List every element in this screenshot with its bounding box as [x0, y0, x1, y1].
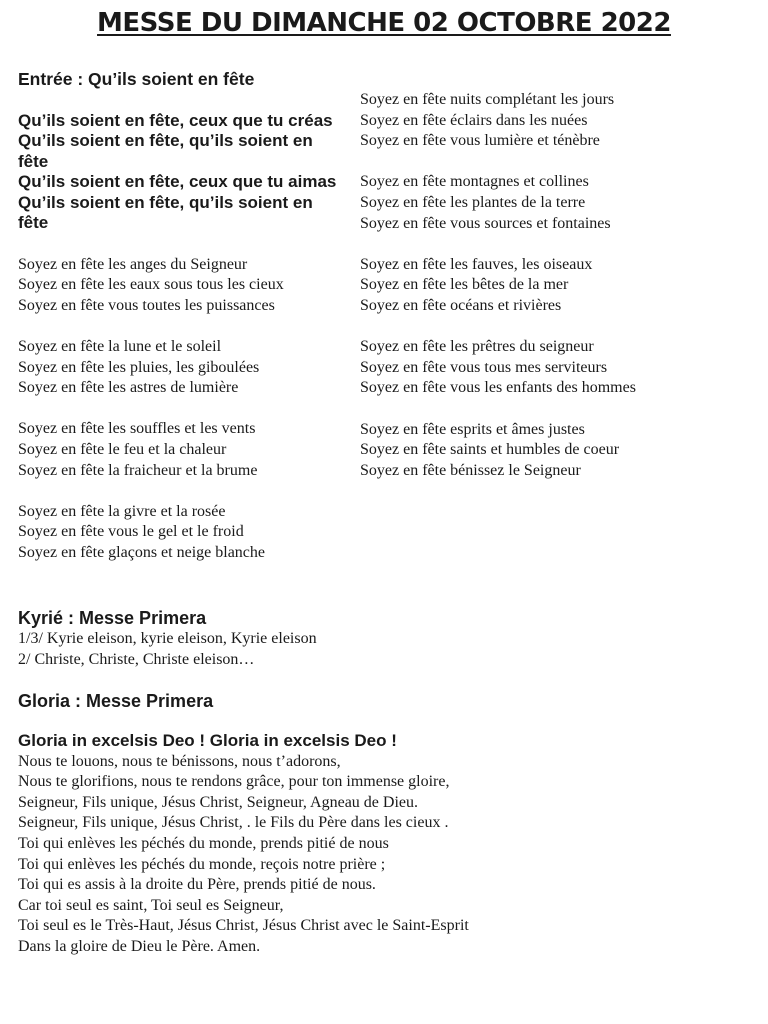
entree-right-column	[360, 90, 760, 481]
verse-line: Soyez en fête nuits complétant les jours	[360, 91, 615, 108]
verse-line: Soyez en fête éclairs dans les nuées	[360, 111, 588, 129]
entree-left-column	[18, 69, 353, 564]
verse-line: Soyez en fête le feu et la chaleur	[18, 441, 227, 458]
verse-stanza	[360, 420, 760, 482]
verse-line: Soyez en fête vous le gel et le froid	[18, 523, 244, 541]
gloria-line: Nous te louons, nous te bénissons, nous t’adorons,	[18, 752, 341, 770]
verse-line: Soyez en fête les astres de lumière	[18, 379, 239, 397]
verse-line: Soyez en fête la fraicheur et la brume	[18, 461, 258, 479]
verse-line: Soyez en fête les plantes de la terre	[360, 193, 586, 211]
verse-line: Soyez en fête vous sources et fontaines	[360, 214, 611, 232]
refrain-line: Qu’ils soient en fête, qu’ils soient en	[18, 131, 313, 151]
gloria-line: Toi qui enlèves les péchés du monde, reçois notre prière ;	[18, 855, 386, 873]
verse-line: Soyez en fête les pluies, les giboulées	[18, 358, 260, 376]
kyrie-line: 1/3/ Kyrie eleison, kyrie eleison, Kyrie eleison	[18, 630, 317, 647]
verse-line: Soyez en fête vous les enfants des hommes	[360, 379, 636, 397]
verse-stanza	[360, 337, 760, 399]
verse-line: Soyez en fête glaçons et neige blanche	[18, 543, 265, 561]
kyrie-line: 2/ Christe, Christe, Christe eleison…	[18, 650, 255, 668]
verse-stanza	[18, 502, 353, 564]
refrain-line: fête	[18, 151, 49, 171]
gloria-line: Nous te glorifions, nous te rendons grâce, pour ton immense gloire,	[18, 773, 450, 791]
verse-line: Soyez en fête la givre et la rosée	[18, 502, 226, 520]
verse-line: Soyez en fête océans et rivières	[360, 296, 562, 314]
gloria-refrain: Gloria in excelsis Deo ! Gloria in excelsis Deo !	[18, 731, 397, 751]
verse-line: Soyez en fête montagnes et collines	[360, 173, 589, 191]
verse-stanza	[18, 337, 353, 399]
gloria-line: Toi qui enlèves les péchés du monde, prends pitié de nous	[18, 835, 389, 853]
verse-stanza	[18, 419, 353, 481]
entree-refrain	[18, 111, 353, 235]
gloria-line: Seigneur, Fils unique, Jésus Christ, Seigneur, Agneau de Dieu.	[18, 793, 419, 811]
kyrie-heading: Kyrié : Messe Primera	[18, 608, 207, 628]
verse-stanza	[360, 90, 760, 152]
verse-line: Soyez en fête bénissez le Seigneur	[360, 461, 581, 479]
refrain-line: fête	[18, 213, 49, 233]
refrain-line: Qu’ils soient en fête, ceux que tu créas	[18, 110, 333, 130]
ordinary-section	[18, 607, 758, 958]
entree-heading: Entrée : Qu’ils soient en fête	[18, 69, 255, 89]
verse-line: Soyez en fête saints et humbles de coeur	[360, 441, 620, 459]
gloria-line: Toi qui es assis à la droite du Père, prends pitié de nous.	[18, 876, 376, 894]
refrain-line: Qu’ils soient en fête, qu’ils soient en	[18, 192, 313, 212]
verse-stanza	[360, 172, 760, 234]
verse-line: Soyez en fête les souffles et les vents	[18, 420, 256, 438]
verse-line: Soyez en fête les prêtres du seigneur	[360, 338, 594, 356]
verse-line: Soyez en fête vous lumière et ténèbre	[360, 132, 600, 150]
verse-line: Soyez en fête les fauves, les oiseaux	[360, 255, 593, 273]
gloria-line: Toi seul es le Très-Haut, Jésus Christ, Jésus Christ avec le Saint-Esprit	[18, 917, 469, 935]
verse-line: Soyez en fête vous tous mes serviteurs	[360, 358, 608, 376]
verse-line: Soyez en fête les bêtes de la mer	[360, 276, 569, 294]
gloria-line: Seigneur, Fils unique, Jésus Christ, . le Fils du Père dans les cieux .	[18, 814, 449, 832]
kyrie-lines	[18, 629, 758, 670]
verse-stanza	[18, 255, 353, 317]
verse-stanza	[360, 255, 760, 317]
refrain-line: Qu’ils soient en fête, ceux que tu aimas	[18, 172, 337, 192]
page-title: MESSE DU DIMANCHE 02 OCTOBRE 2022	[97, 8, 671, 38]
verse-line: Soyez en fête vous toutes les puissances	[18, 296, 275, 314]
gloria-lines	[18, 752, 758, 958]
gloria-line: Dans la gloire de Dieu le Père. Amen.	[18, 938, 261, 956]
gloria-line: Car toi seul es saint, Toi seul es Seigneur,	[18, 896, 284, 914]
verse-line: Soyez en fête les anges du Seigneur	[18, 255, 248, 273]
verse-line: Soyez en fête la lune et le soleil	[18, 338, 222, 356]
verse-line: Soyez en fête esprits et âmes justes	[360, 420, 585, 438]
verse-line: Soyez en fête les eaux sous tous les cieux	[18, 276, 284, 294]
gloria-heading: Gloria : Messe Primera	[18, 691, 214, 712]
